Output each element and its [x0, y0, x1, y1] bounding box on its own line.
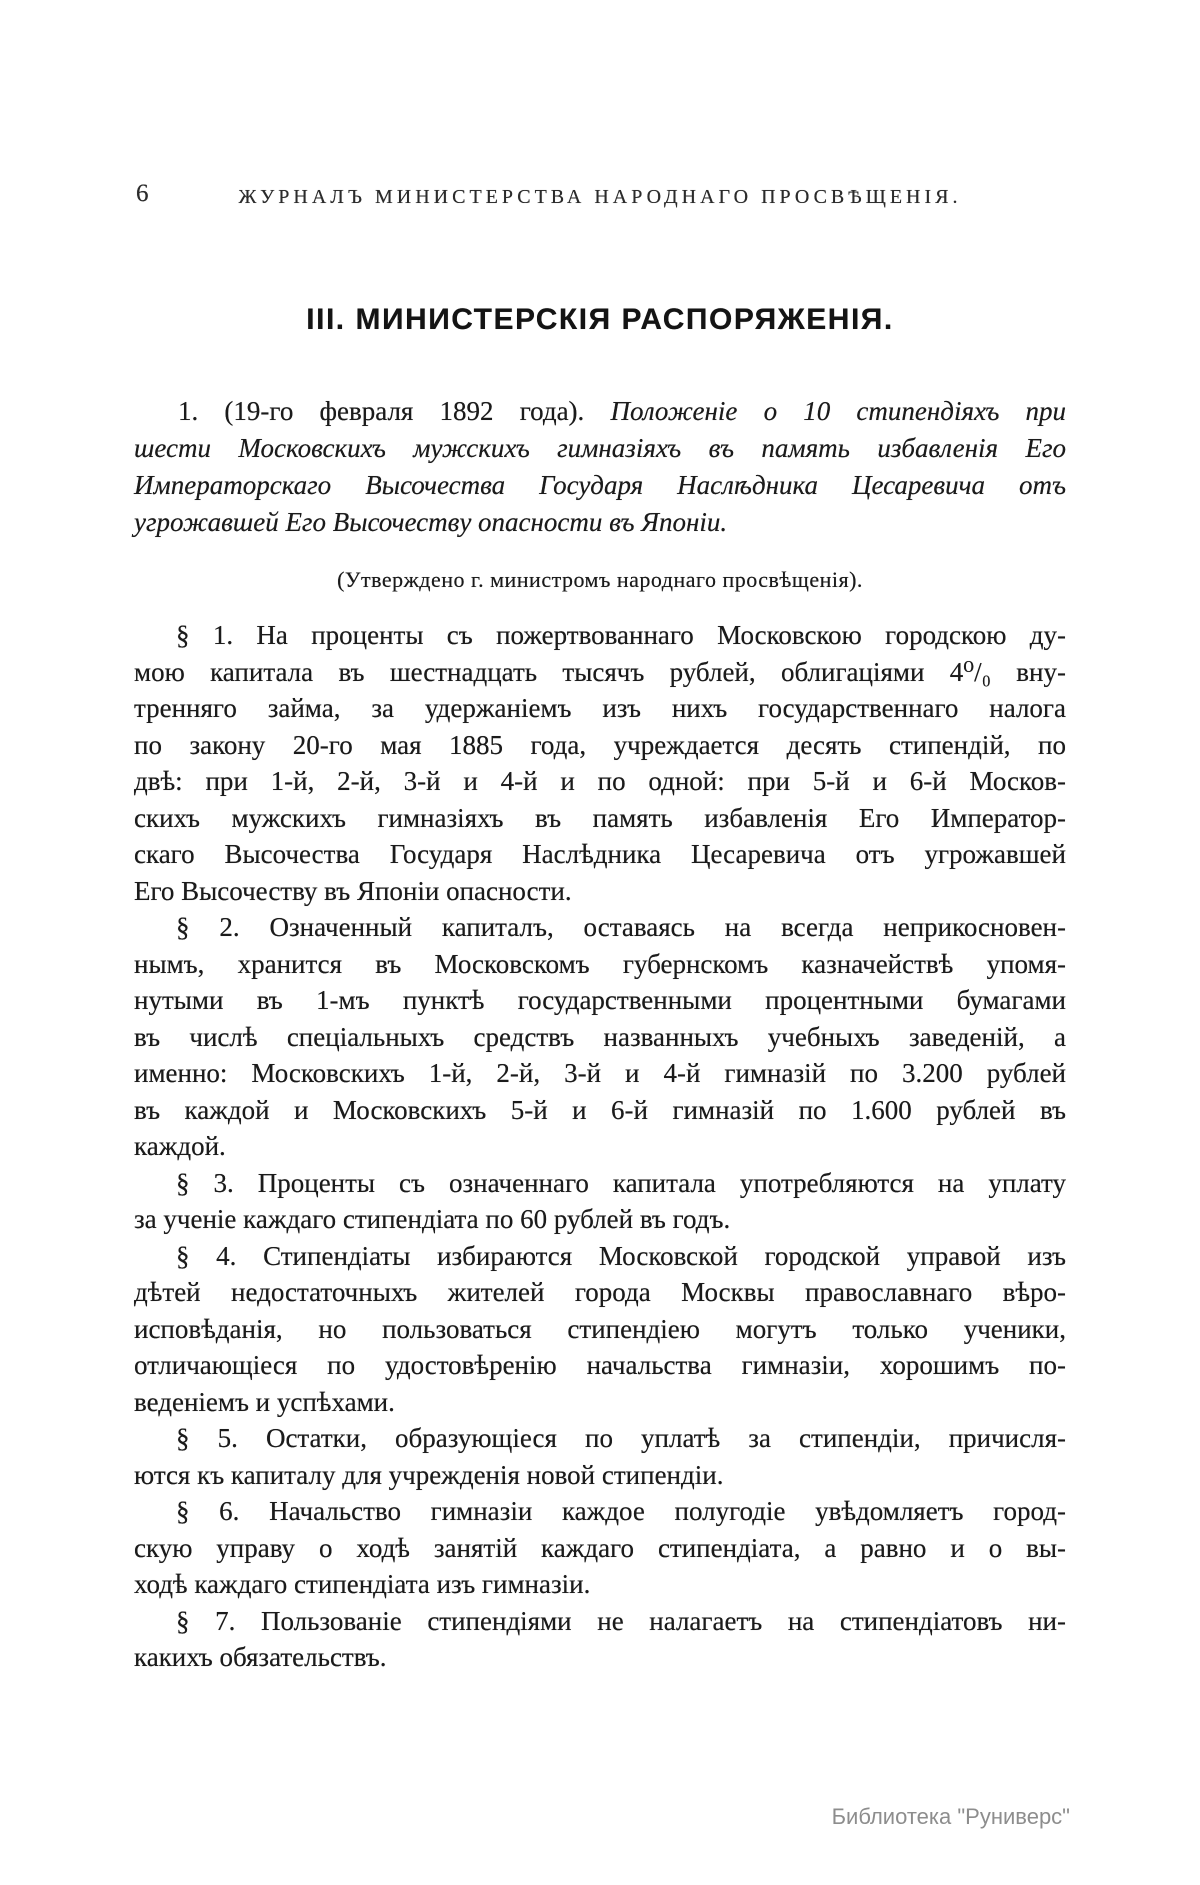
text-line: именно: Московскихъ 1-й, 2-й, 3-й и 4-й гимназій по 3.200 рублей — [134, 1058, 1066, 1088]
intro-italic-lines — [134, 430, 1066, 541]
text-line: Императорскаго Высочества Государя Наслѣдника Цесаревича отъ — [134, 470, 1066, 500]
text-line: за ученіе каждаго стипендіата по 60 рублей въ годъ. — [134, 1204, 731, 1234]
text-line: § 2. Означенный капиталъ, оставаясь на всегда неприкосновен- — [176, 912, 1066, 942]
text-column — [134, 0, 1066, 1676]
article-body — [134, 617, 1066, 1676]
text-line: Его Высочеству въ Японіи опасности. — [134, 875, 572, 906]
section-paragraph-4 — [134, 1238, 1066, 1421]
section-paragraph-1 — [134, 617, 1066, 909]
text-line: какихъ обязательствъ. — [134, 1642, 387, 1672]
text-line: скихъ мужскихъ гимназіяхъ въ память избавленія Его Император- — [134, 802, 1066, 833]
text-line: дѣтей недостаточныхъ жителей города Москвы православнаго вѣро- — [134, 1277, 1066, 1307]
article-title: III. МИНИСТЕРСКІЯ РАСПОРЯЖЕНІЯ. — [306, 303, 894, 336]
text-line: отличающіеся по удостовѣренію начальства гимназіи, хорошимъ по- — [134, 1350, 1066, 1380]
text-line: тренняго займа, за удержаніемъ изъ нихъ государственнаго налога — [134, 693, 1066, 723]
text-line: § 1. На проценты съ пожертвованнаго Московскою городскою ду- — [176, 620, 1066, 650]
text-line: ются къ капиталу для учрежденія новой стипендіи. — [134, 1459, 724, 1490]
text-line: исповѣданія, но пользоваться стипендіею могутъ только ученики, — [134, 1313, 1066, 1344]
intro-number-and-date: 1. (19-го февраля 1892 года). — [178, 396, 585, 426]
text-line: въ каждой и Московскихъ 5-й и 6-й гимназій по 1.600 рублей въ — [134, 1094, 1066, 1125]
text-line: скую управу о ходѣ занятій каждаго стипендіата, а равно и о вы- — [134, 1532, 1066, 1563]
approval-note: (Утверждено г. министромъ народнаго просвѣщенія). — [337, 567, 863, 592]
text-line: въ числѣ спеціальныхъ средствъ названныхъ учебныхъ заведеній, а — [134, 1021, 1066, 1052]
text-line: § 3. Проценты съ означеннаго капитала употребляются на уплату — [176, 1167, 1066, 1198]
text-line: по закону 20-го мая 1885 года, учреждается десять стипендій, по — [134, 729, 1066, 760]
text-line: § 7. Пользованіе стипендіями не налагаетъ на стипендіатовъ ни- — [176, 1605, 1066, 1636]
library-watermark: Библиотека "Руниверс" — [831, 1804, 1070, 1829]
text-line: нутыми въ 1-мъ пунктѣ государственными процентными бумагами — [134, 985, 1066, 1015]
text-line: скаго Высочества Государя Наслѣдника Цесаревича отъ угрожавшей — [134, 839, 1066, 869]
running-header-text: ЖУРНАЛЪ МИНИСТЕРСТВА НАРОДНАГО ПРОСВѢЩЕНІЯ. — [238, 186, 962, 208]
running-header — [134, 0, 1066, 209]
text-line: двѣ: при 1-й, 2-й, 3-й и 4-й и по одной: при 5-й и 6-й Москов- — [134, 766, 1066, 796]
intro-first-line — [134, 393, 1066, 430]
section-paragraph-2 — [134, 909, 1066, 1165]
text-line: ходѣ каждаго стипендіата изъ гимназіи. — [134, 1569, 591, 1599]
text-line: каждой. — [134, 1131, 226, 1161]
text-line: мою капитала въ шестнадцать тысячъ рублей, облигаціями 4⁰/₀ вну- — [134, 656, 1066, 687]
text-line: шести Московскихъ мужскихъ гимназіяхъ въ память избавленія Его — [134, 433, 1066, 463]
section-paragraph-5 — [134, 1420, 1066, 1493]
text-line: § 5. Остатки, образующіеся по уплатѣ за стипендіи, причисля- — [176, 1423, 1066, 1453]
section-paragraph-7 — [134, 1603, 1066, 1676]
text-line: § 6. Начальство гимназіи каждое полугодіе увѣдомляетъ город- — [176, 1496, 1066, 1526]
intro-paragraph — [134, 393, 1066, 541]
section-paragraph-6 — [134, 1493, 1066, 1603]
section-paragraph-3 — [134, 1165, 1066, 1238]
page-number: 6 — [136, 180, 149, 207]
text-line: веденіемъ и успѣхами. — [134, 1386, 395, 1417]
intro-title-start: Положеніе о 10 стипендіяхъ при — [610, 396, 1067, 426]
text-line: § 4. Стипендіаты избираются Московской городской управой изъ — [176, 1240, 1066, 1271]
text-line: угрожавшей Его Высочеству опасности въ Японіи. — [134, 507, 728, 537]
text-line: нымъ, хранится въ Московскомъ губернскомъ казначействѣ упомя- — [134, 948, 1066, 979]
